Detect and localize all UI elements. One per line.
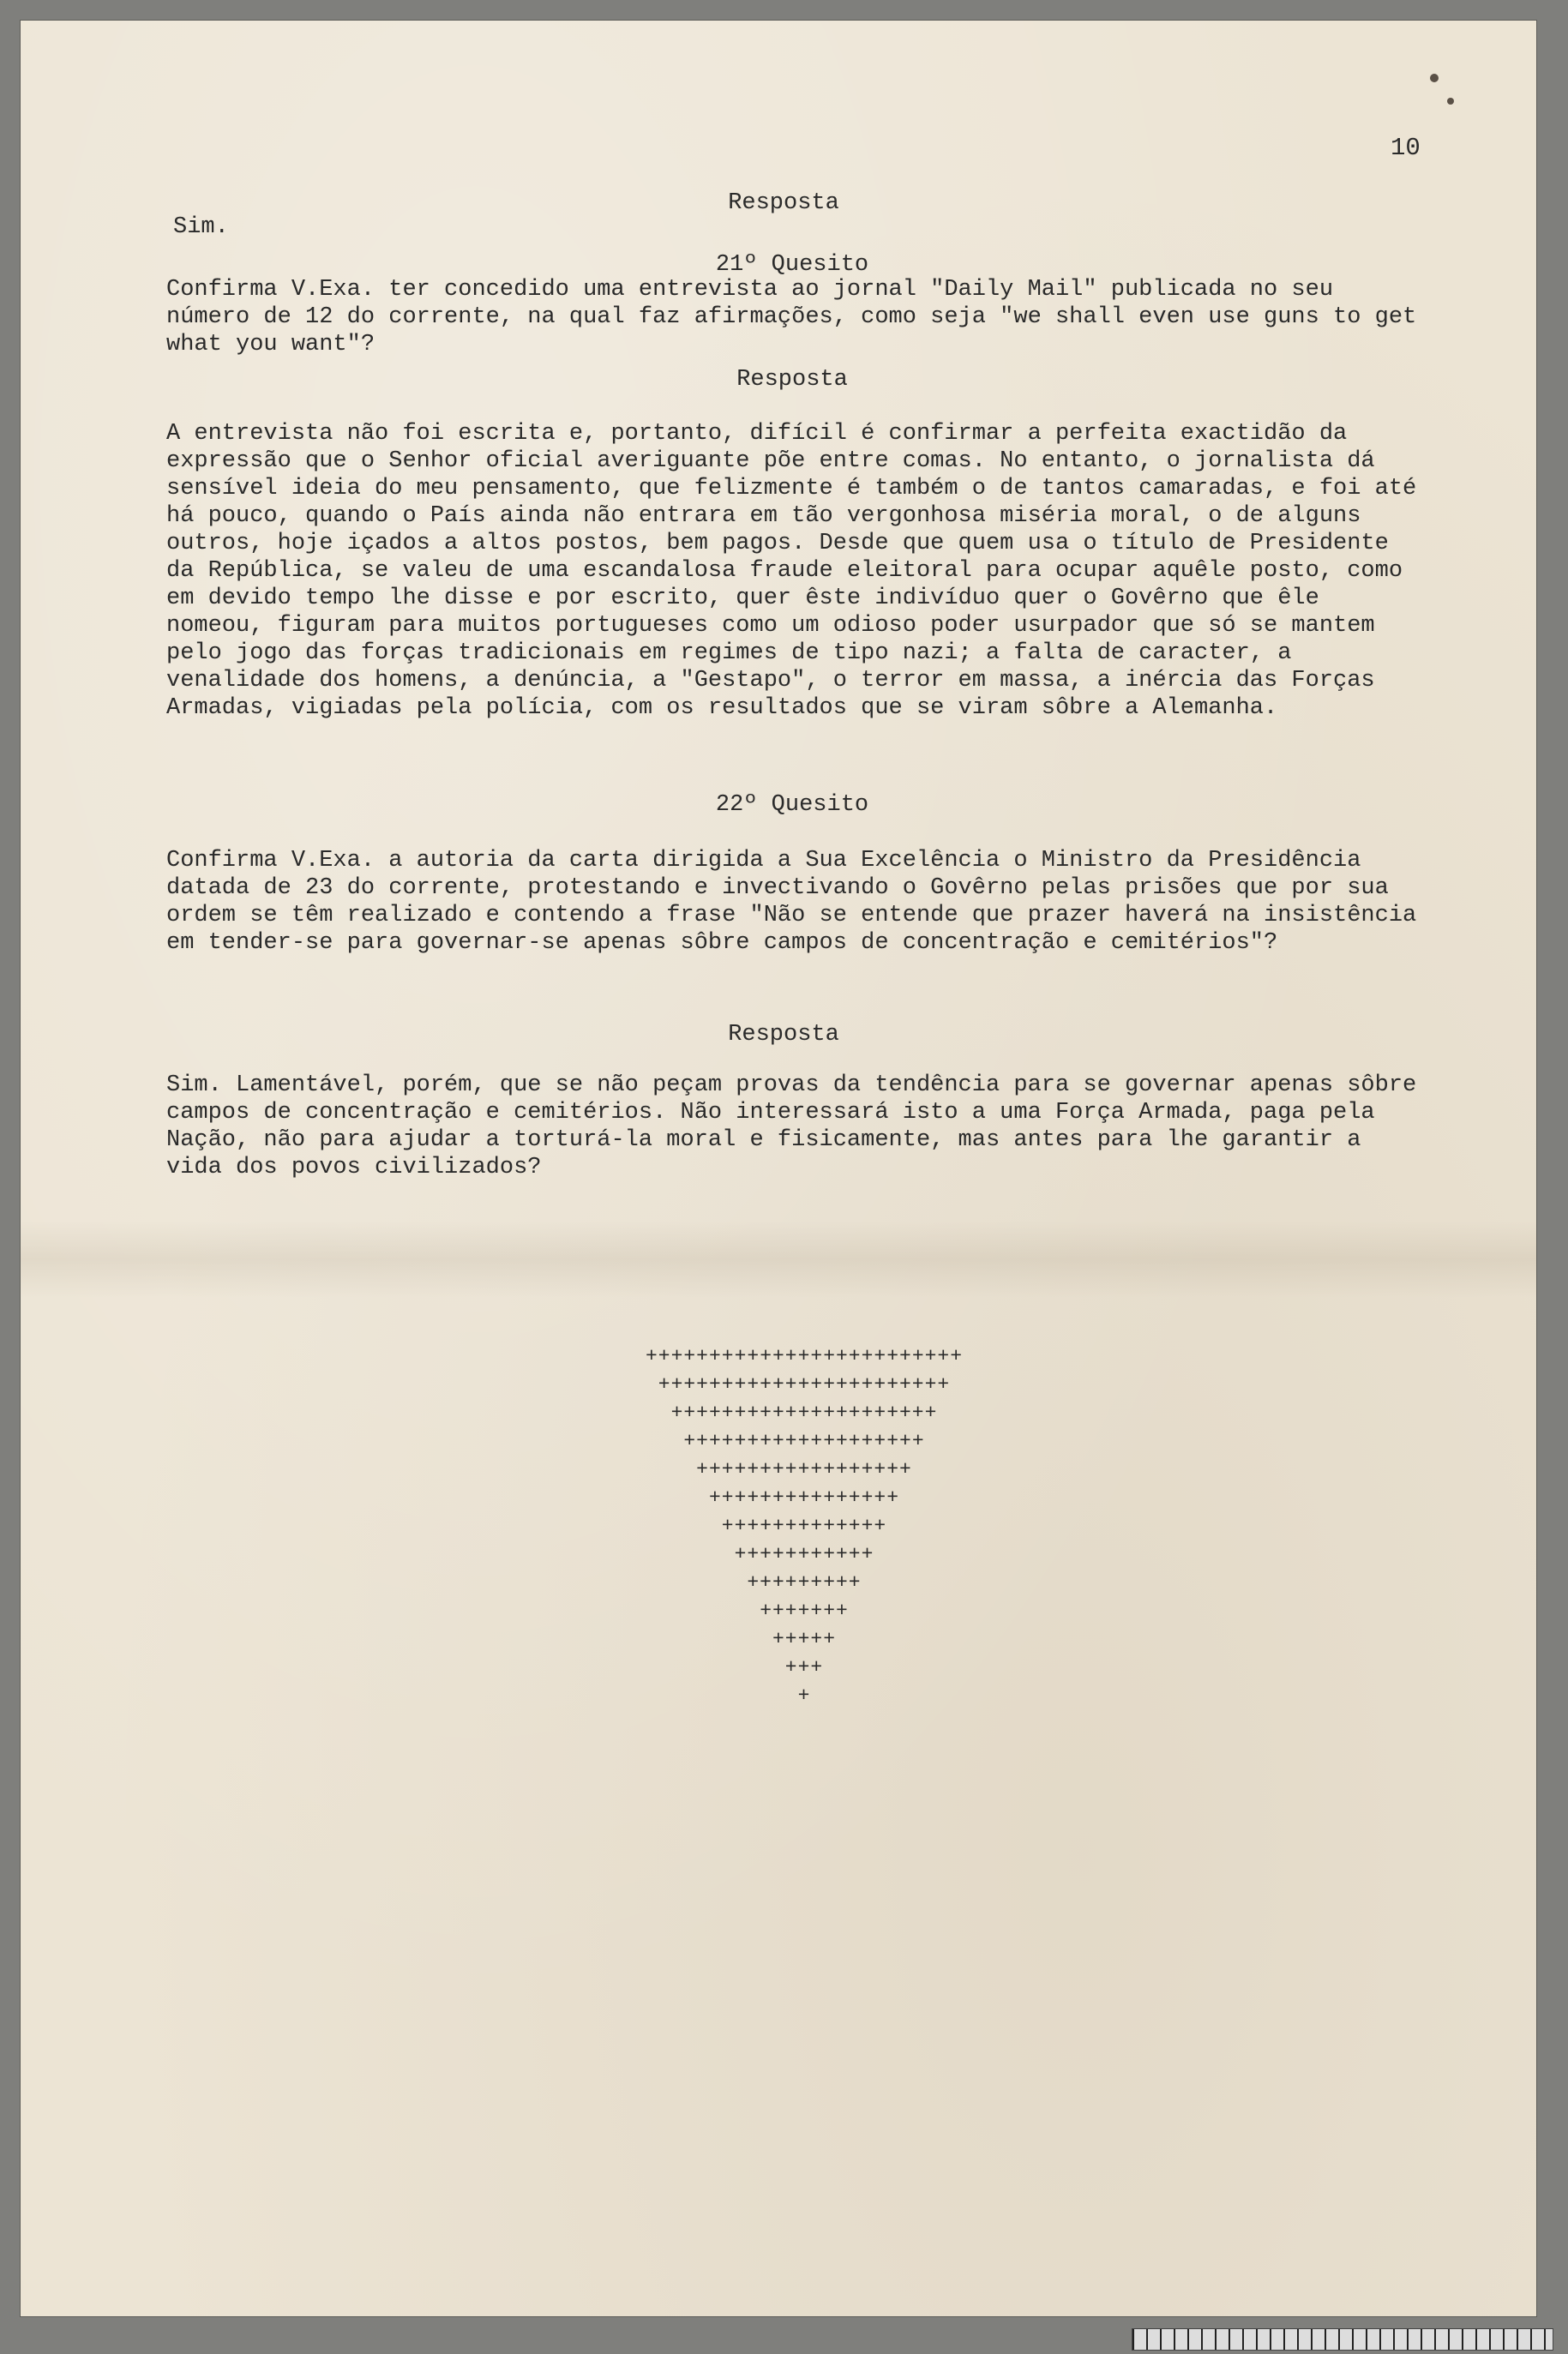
ornament-row: +	[797, 1684, 811, 1707]
plus-sign-ornament	[547, 1342, 1061, 1710]
answer-22-heading: Resposta	[728, 1022, 839, 1048]
ornament-row: +++++++++	[747, 1571, 862, 1594]
ornament-row: +++++++++++++++++++++++	[658, 1373, 951, 1396]
ornament-row: +++++++	[760, 1600, 849, 1622]
ornament-row: +++	[784, 1656, 824, 1678]
question-22-heading: 22º Quesito	[715, 792, 869, 818]
question-21-heading: 21º Quesito	[715, 252, 869, 278]
ornament-row: +++++++++++++++++	[696, 1458, 912, 1480]
typewritten-page	[21, 21, 1536, 2316]
question-21-text: Confirma V.Exa. ter concedido uma entrevista ao jornal "Daily Mail" publicada no seu número de 12 do corrente, na qual faz afirmações, como seja "we shall even use guns to get what you want"?	[166, 277, 1417, 357]
resposta-heading-top: Resposta	[728, 190, 839, 216]
staple-mark	[1430, 74, 1439, 82]
ornament-row: +++++++++++	[734, 1543, 874, 1565]
answer-sim-top: Sim.	[173, 214, 229, 240]
question-22-text: Confirma V.Exa. a autoria da carta dirigida a Sua Excelência o Ministro da Presidência datada de 23 do corrente, protestando e invectivando o Govêrno pelas prisões que por sua ordem se têm realizado e contendo a frase "Não se entende que prazer haverá na insistência em tender-se para governar-se apenas sôbre campos de concentração e cemitérios"?	[166, 848, 1417, 956]
paper-fold-shading	[21, 1221, 1536, 1298]
page-number: 10	[1391, 134, 1421, 162]
ornament-row: +++++++++++++++++++++++++	[645, 1345, 964, 1367]
staple-mark	[1447, 98, 1454, 105]
ornament-row: +++++++++++++++++++++	[670, 1402, 938, 1424]
ornament-row: +++++++++++++++++++	[683, 1430, 925, 1452]
ornament-row: +++++	[772, 1628, 836, 1650]
answer-21-heading: Resposta	[736, 367, 848, 393]
scale-ruler	[1132, 2328, 1553, 2351]
ornament-row: +++++++++++++	[721, 1515, 887, 1537]
answer-22-text: Sim. Lamentável, porém, que se não peçam provas da tendência para se governar apenas sôbre campos de concentração e cemitérios. Não interessará isto a uma Força Armada, paga pela Nação, não para ajudar a torturá-la moral e fisicamente, mas antes para lhe garantir a vida dos povos civilizados?	[166, 1072, 1417, 1180]
ornament-row: +++++++++++++++	[708, 1486, 900, 1509]
answer-21-text: A entrevista não foi escrita e, portanto, difícil é confirmar a perfeita exactidão da expressão que o Senhor oficial averiguante põe entre comas. No entanto, o jornalista dá sensível ideia do meu pensamento, que felizmente é também o de tantos camaradas, e foi até há pouco, quando o País ainda não entrara em tão vergonhosa miséria moral, o de alguns outros, hoje içados a altos postos, bem pagos. Desde que quem usa o título de Presidente da República, se valeu de uma escandalosa fraude eleitoral para ocupar aquêle posto, como em devido tempo lhe disse e por escrito, quer êste indivíduo quer o Govêrno que êle nomeou, figuram para muitos portugueses como um odioso poder usurpador que só se mantem pelo jogo das forças tradicionais em regimes de tipo nazi; a falta de caracter, a venalidade dos homens, a denúncia, a "Gestapo", o terror em massa, a inércia das Forças Armadas, vigiadas pela polícia, com os resultados que se viram sôbre a Alemanha.	[166, 421, 1417, 721]
